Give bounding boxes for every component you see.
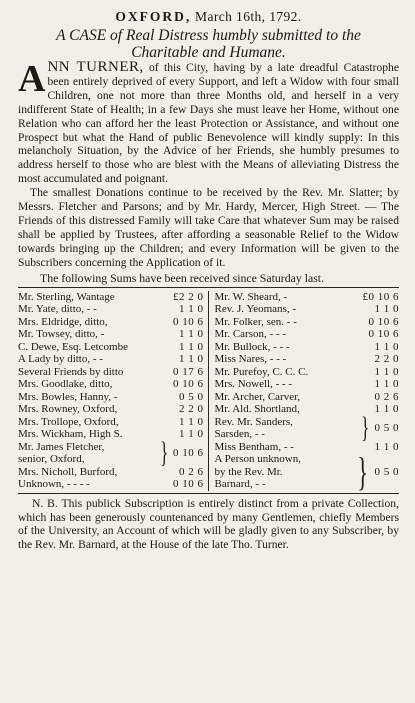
dateline xyxy=(18,9,399,25)
subscriber-amount: 0 10 6 xyxy=(173,446,204,459)
subscriber-amount: 0 10 6 xyxy=(173,378,204,391)
left-entries-tail xyxy=(18,466,204,491)
subscriber-name: Mr. Bullock, - - - xyxy=(214,340,290,353)
subscriber-amount: 1 1 0 xyxy=(374,403,399,416)
subscriber-amount: 2 2 0 xyxy=(179,403,204,416)
article-heading xyxy=(18,27,399,61)
subscriber-amount: 1 1 0 xyxy=(374,303,399,316)
donations-paragraph: The smallest Donations continue to be received by the Rev. Mr. Slatter; by Messrs. Fletcher and Parsons; and by Mr. Hardy, Mercer, High Street. — The Friends of this distressed Family will take Care that whatever Sum may be raised shall be applied by Trustees, after affording a seasonable Relief to the Widow towards bringing up the Children; and every Information will be given to the Subscribers concerning the Application of it. xyxy=(18,186,399,269)
appeal-paragraph xyxy=(18,58,399,186)
subscriber-name: Mrs. Trollope, Oxford, xyxy=(18,415,119,428)
subscriber-entry xyxy=(215,291,400,304)
subscriber-name: Several Friends by ditto xyxy=(18,365,124,378)
subscriber-amount: 0 5 0 xyxy=(374,421,399,434)
subscriber-entry xyxy=(18,466,204,479)
subscriber-name: Mrs. Rowney, Oxford, xyxy=(18,403,118,416)
subscriber-amount: 0 17 6 xyxy=(173,365,204,378)
subscriber-entry xyxy=(215,353,400,366)
subscriptions-heading: The following Sums have been received since Saturday last. xyxy=(40,270,325,285)
subscriber-amount: 0 10 6 xyxy=(173,478,204,491)
subscriber-name: Mrs. Wickham, High S. xyxy=(18,428,123,441)
subscriber-name: Mr. Archer, Carver, xyxy=(214,390,301,403)
heading-line-1: A CASE of Real Distress humbly submitted to the xyxy=(56,27,361,44)
subscriber-entry xyxy=(18,291,204,304)
subscriber-entry xyxy=(215,378,400,391)
widow-name: NN TURNER, xyxy=(47,59,144,75)
subscriber-name: Miss Nares, - - - xyxy=(214,353,287,366)
subscriber-amount: £2 2 0 xyxy=(173,290,204,303)
subscriber-entry xyxy=(18,366,204,379)
subscriber-amount: 0 5 0 xyxy=(179,390,204,403)
subscriber-amount: 1 1 0 xyxy=(179,415,204,428)
subscriber-entry xyxy=(215,403,400,416)
subscriber-amount: £0 10 6 xyxy=(362,290,399,303)
subscription-list xyxy=(18,290,399,494)
subscriber-entry xyxy=(215,341,400,354)
subscriber-entry-multiline xyxy=(214,411,400,445)
subscriber-amount: 1 1 0 xyxy=(374,378,399,391)
subscriber-name: Mr. Yate, ditto, - - xyxy=(18,303,97,316)
subscriber-name: A Person unknown, xyxy=(214,453,301,466)
subscriber-amount: 0 2 6 xyxy=(179,465,204,478)
subscriber-entry xyxy=(215,441,400,454)
left-entries xyxy=(18,291,204,441)
subscriber-name: Mr. Sterling, Wantage xyxy=(18,290,115,303)
subscriber-entry xyxy=(215,391,400,404)
subscriber-amount: 0 10 6 xyxy=(368,315,399,328)
subscription-column-right xyxy=(209,290,400,494)
subscriber-name: by the Rev. Mr. xyxy=(214,465,283,478)
subscriber-amount: 1 1 0 xyxy=(374,440,399,453)
brace-mark: } xyxy=(159,436,168,470)
subscriber-entry xyxy=(18,391,204,404)
subscriber-name: Mr. Ald. Shortland, xyxy=(214,403,300,416)
subscriber-entry xyxy=(215,316,400,329)
subscriber-name: Rev. J. Yeomans, - xyxy=(214,303,296,316)
subscriber-name: Mrs. Bowles, Hanny, - xyxy=(18,390,118,403)
subscriber-amount: 1 1 0 xyxy=(374,365,399,378)
subscriber-amount: 0 10 6 xyxy=(368,328,399,341)
subscriber-amount: 1 1 0 xyxy=(179,303,204,316)
subscriber-entry xyxy=(215,328,400,341)
subscriber-entry xyxy=(18,378,204,391)
subscriber-name: C. Dewe, Esq. Letcombe xyxy=(18,340,128,353)
subscriber-name: Sarsden, - - xyxy=(214,428,265,441)
subscriber-amount: 1 1 0 xyxy=(179,328,204,341)
subscriber-entry xyxy=(18,428,204,441)
subscriber-entry xyxy=(18,416,204,429)
subscriber-name: Mr. Folker, sen. - - xyxy=(214,315,297,328)
subscriber-entry xyxy=(215,303,400,316)
subscriber-amount: 1 1 0 xyxy=(374,340,399,353)
subscriber-entry xyxy=(18,341,204,354)
subscriber-amount: 0 5 0 xyxy=(374,465,399,478)
brace-mark: } xyxy=(357,448,369,494)
right-entries xyxy=(215,291,400,416)
divider-rule xyxy=(18,493,399,494)
subscriber-name: Barnard, - - xyxy=(214,478,266,491)
subscriber-entry xyxy=(18,478,204,491)
subscriber-name: A Lady by ditto, - - xyxy=(18,353,103,366)
subscriber-name: senior, Oxford, xyxy=(18,453,85,466)
dateline-date: March 16th, 1792. xyxy=(195,9,302,24)
subscriber-name: Mr. Towsey, ditto, - xyxy=(18,328,105,341)
subscriber-amount: 1 1 0 xyxy=(179,340,204,353)
subscriber-name: Mrs. Eldridge, ditto, xyxy=(18,315,108,328)
subscriber-name: Unknown, - - - - xyxy=(18,478,90,491)
divider-rule xyxy=(18,287,399,288)
subscriber-entry xyxy=(18,353,204,366)
subscriber-entry xyxy=(18,316,204,329)
subscriber-entry xyxy=(18,403,204,416)
subscriber-name: Mr. W. Sheard, - xyxy=(214,290,288,303)
brace-mark: } xyxy=(361,411,370,445)
subscriber-name: Mrs. Nicholl, Burford, xyxy=(18,465,118,478)
subscriber-name: Mrs. Nowell, - - - xyxy=(214,378,293,391)
subscriber-amount: 0 10 6 xyxy=(173,315,204,328)
subscriber-entry xyxy=(18,328,204,341)
subscriber-name: Mr. Carson, - - - xyxy=(214,328,286,341)
subscription-column-left xyxy=(18,291,209,491)
nb-note: N. B. This publick Subscription is entirely distinct from a private Collection, which has been generously countenanced by many Gentlemen, chiefly Members of the University, an Account of which will be gladly given to any Subscriber, by the Rev. Mr. Barnard, at the House of the late Tho. Turner. xyxy=(18,496,399,552)
subscriber-entry-multiline xyxy=(18,436,204,470)
subscriber-name: Miss Bentham, - - xyxy=(214,440,294,453)
heading-line-2: Charitable and Humane. xyxy=(131,44,286,61)
subscriber-amount: 2 2 0 xyxy=(374,353,399,366)
subscriber-entry xyxy=(18,303,204,316)
right-entries-mid xyxy=(215,441,400,454)
subscriber-name: Mr. Purefoy, C. C. C. xyxy=(214,365,309,378)
appeal-body: of this City, having by a late dreadful Catastrophe been entirely deprived of every Support, and left a Widow with four small Children, one not more than three Months old, and herself in a very indifferent State of Health; in a few Days she must leave her Home, without one Relation who can afford her the least Protection or Assistance, and without one Prospect but what the Hand of public Benevolence will kindly supply: In this melancholy Situation, by the Advice of her Friends, she humbly presumes to address herself to those who are blest with the Means of alleviating Distress the most accumulated and poignant. xyxy=(18,61,399,186)
subscriber-name: Mr. James Fletcher, xyxy=(18,440,105,453)
subscriber-amount: 0 2 6 xyxy=(374,390,399,403)
subscriber-name: Rev. Mr. Sanders, xyxy=(214,415,293,428)
dateline-city: OXFORD, xyxy=(115,9,192,24)
subscriber-name: Mrs. Goodlake, ditto, xyxy=(18,378,113,391)
subscriber-amount: 1 1 0 xyxy=(179,353,204,366)
subscriber-entry-multiline xyxy=(214,448,400,494)
subscriber-entry xyxy=(215,366,400,379)
subscriber-amount: 1 1 0 xyxy=(179,428,204,441)
drop-cap: A xyxy=(18,58,46,100)
